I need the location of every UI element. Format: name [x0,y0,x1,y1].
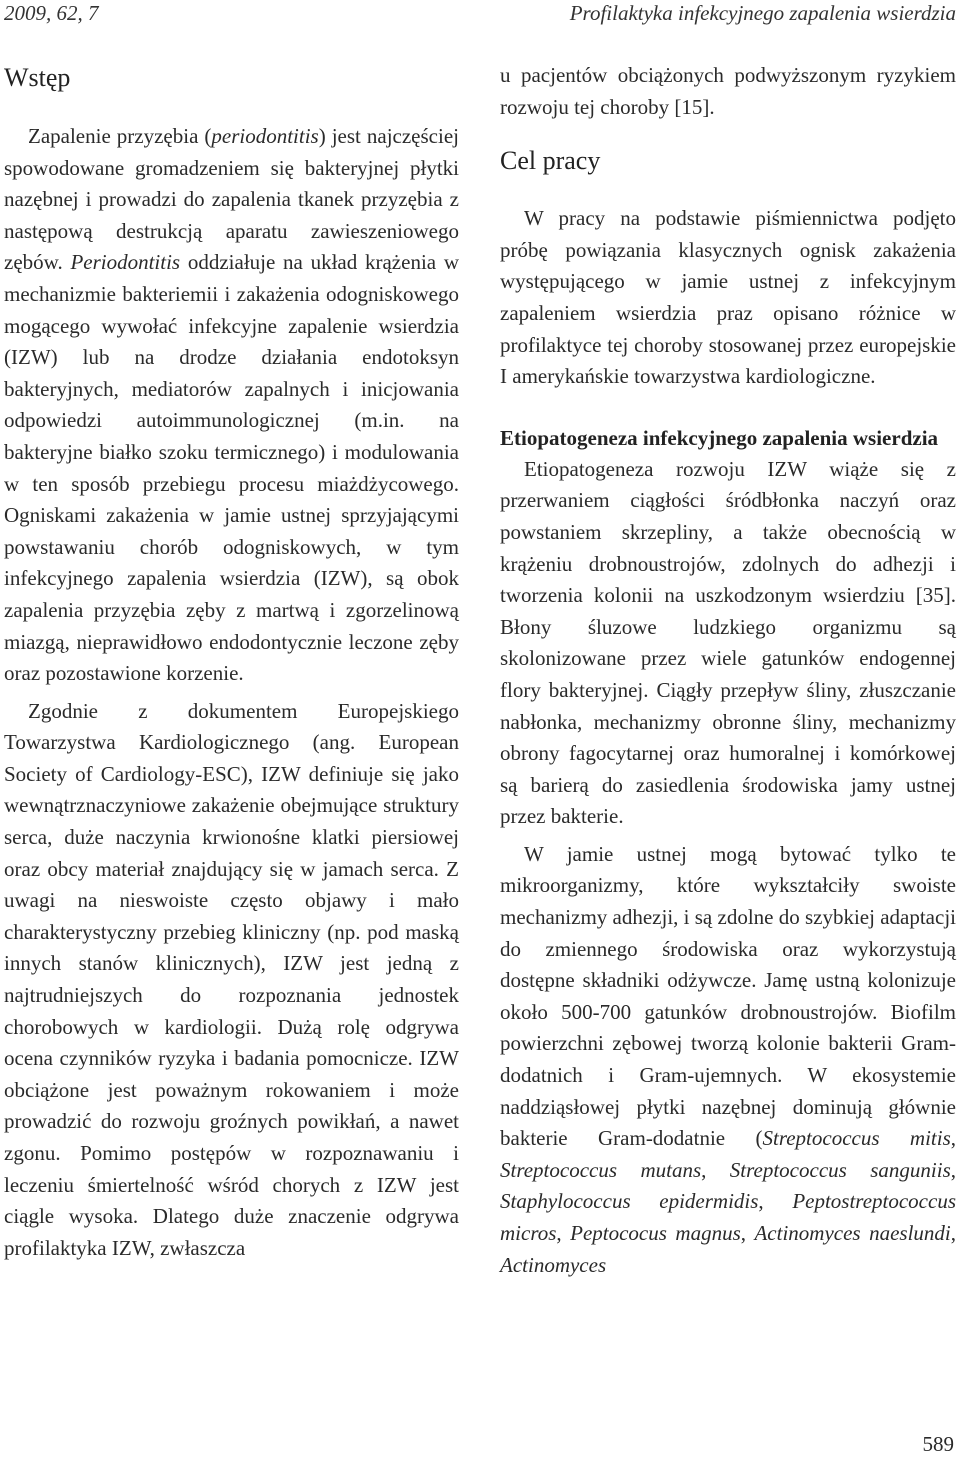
running-header-title: Profilaktyka infekcyjnego zapalenia wsierdzia [569,1,956,25]
etiopathogenesis-paragraph-2: W jamie ustnej mogą bytować tylko te mikroorganizmy, które wykształciły swoiste mechanizmy adhezji, i są zdolne do szybkiej adaptacji do zmiennego środowiska oraz wykorzystują dostępne składniki odżywcze. Jamę ustną kolonizuje około 500-700 gatunków drobnoustrojów. Biofilm powierzchni zębowej tworzą kolonie bakterii Gram-dodatnich i Gram-ujemnych. W ekosystemie naddziąsłowej płytki nazębnej dominują głównie bakterie Gram-dodatnie (Streptococcus mitis, Streptococcus mutans, Streptococcus sanguniis, Staphylococcus epidermidis, Peptostreptococcus micros, Peptococus magnus, Actinomyces naeslundi, Actinomyces [500,841,956,1277]
species-name: Staphylococcus epidermidis [500,1189,759,1214]
running-header-citation: 2009, 62, 7 [4,1,99,25]
etiopathogenesis-paragraph-1: Etiopatogeneza rozwoju IZW wiąże się z przerwaniem ciągłości śródbłonka naczyń oraz powstaniem skrzepliny, a także obecnością w krążeniu drobnoustrojów, zdolnych do adhezji i tworzenia kolonii na uszkodzonym wsierdziu [35]. Błony śluzowe ludzkiego organizmu są skolonizowane przez wiele gatunków endogennej flory bakteryjnej. Ciągły przepływ śliny, złuszczanie nabłonka, mechanizmy obronne śliny, mechanizmy obrony fagocytarnej oraz humoralnej i komórkowej są barierą do zasiedlenia środowiska jamy ustnej przez bakterie. [500,456,956,829]
section-heading-aim: Cel pracy [500,146,601,176]
species-name: Peptococus magnus [570,1221,741,1245]
species-name: Actinomyces [500,1252,607,1277]
term-periodontitis: periodontitis [211,124,319,148]
species-name: Streptococcus sanguniis [729,1157,951,1182]
section-heading-introduction: Wstęp [4,63,71,92]
page-number: 589 [922,1432,954,1456]
species-name: Streptococcus mutans [500,1157,702,1182]
intro-paragraph-1: Zapalenie przyzębia (periodontitis) jest najczęściej spowodowane gromadzeniem się bakteryjnej płytki nazębnej i prowadzi do zapalenia tkanek przyzębia z następową destrukcją aparatu zawieszeniowego zębów. Periodontitis oddziałuje na układ krążenia w mechanizmie bakteriemii i zakażenia odogniskowego mogącego wywołać infekcyjne zapalenie wsierdzia (IZW) lub na drodze działania endotoksyn bakteryjnych, mediatorów zapalnych i inicjowania odpowiedzi autoimmunologicznej (m.in. na bakteryjne białko szoku termicznego) i modulowania w ten sposób przebiegu procesu miażdżycowego. Ogniskami zakażenia w jamie ustnej sprzyjającymi powstawaniu chorób odogniskowych, w tym infekcyjnego zapalenia wsierdzia (IZW), są obok zapalenia przyzębia zęby z martwą i zgorzelinową miazgą, nieprawidłowo endodontycznie leczone zęby oraz pozostawione korzenie. [4,124,459,686]
left-column [4,60,459,1264]
species-name: Peptostreptococcus micros [500,1189,956,1245]
intro-paragraph-2: Zgodnie z dokumentem Europejskiego Towarzystwa Kardiologicznego (ang. European Society of Cardiology-ESC), IZW definiuje się jako wewnątrznaczyniowe zakażenie obejmujące struktury serca, duże naczynia krwionośne klatki piersiowej oraz obcy materiał znajdujący się w jamach serca. Z uwagi na nieswoiste często objawy i mało charakterystyczny przebieg kliniczny (np. pod maską innych stanów klinicznych), IZW jest jedną z najtrudniejszych do rozpoznania jednostek chorobowych w kardiologii. Dużą rolę odgrywa ocena czynników ryzyka i badania pomocnicze. IZW obciążone jest poważnym rokowaniem i może prowadzić do rozwoju groźnych powikłań, a nawet zgonu. Pomimo postępów w rozpoznawaniu i leczeniu śmiertelność wśród chorych z IZW jest ciągle wysoka. Dlatego duże znaczenie odgrywa profilaktyka IZW, zwłaszcza [4,698,459,1260]
subsection-heading-etiopathogenesis: Etiopatogeneza infekcyjnego zapalenia wsierdzia [500,425,939,450]
species-name: Streptococcus mitis [762,1126,951,1151]
right-column [500,60,956,1281]
aim-paragraph: W pracy na podstawie piśmiennictwa podjęto próbę powiązania klasycznych ognisk zakażenia występującego w jamie ustnej z infekcyjnym zapaleniem wsierdzia praz opisano różnice w profilaktyce tej choroby stosowanej przez europejskie I amerykańskie towarzystwa kardiologiczne. [500,206,956,389]
species-name: Actinomyces naeslundi [754,1221,951,1245]
term-periodontitis-2: Periodontitis [70,250,181,275]
continued-paragraph: u pacjentów obciążonych podwyższonym ryzykiem rozwoju tej choroby [15]. [500,63,956,119]
